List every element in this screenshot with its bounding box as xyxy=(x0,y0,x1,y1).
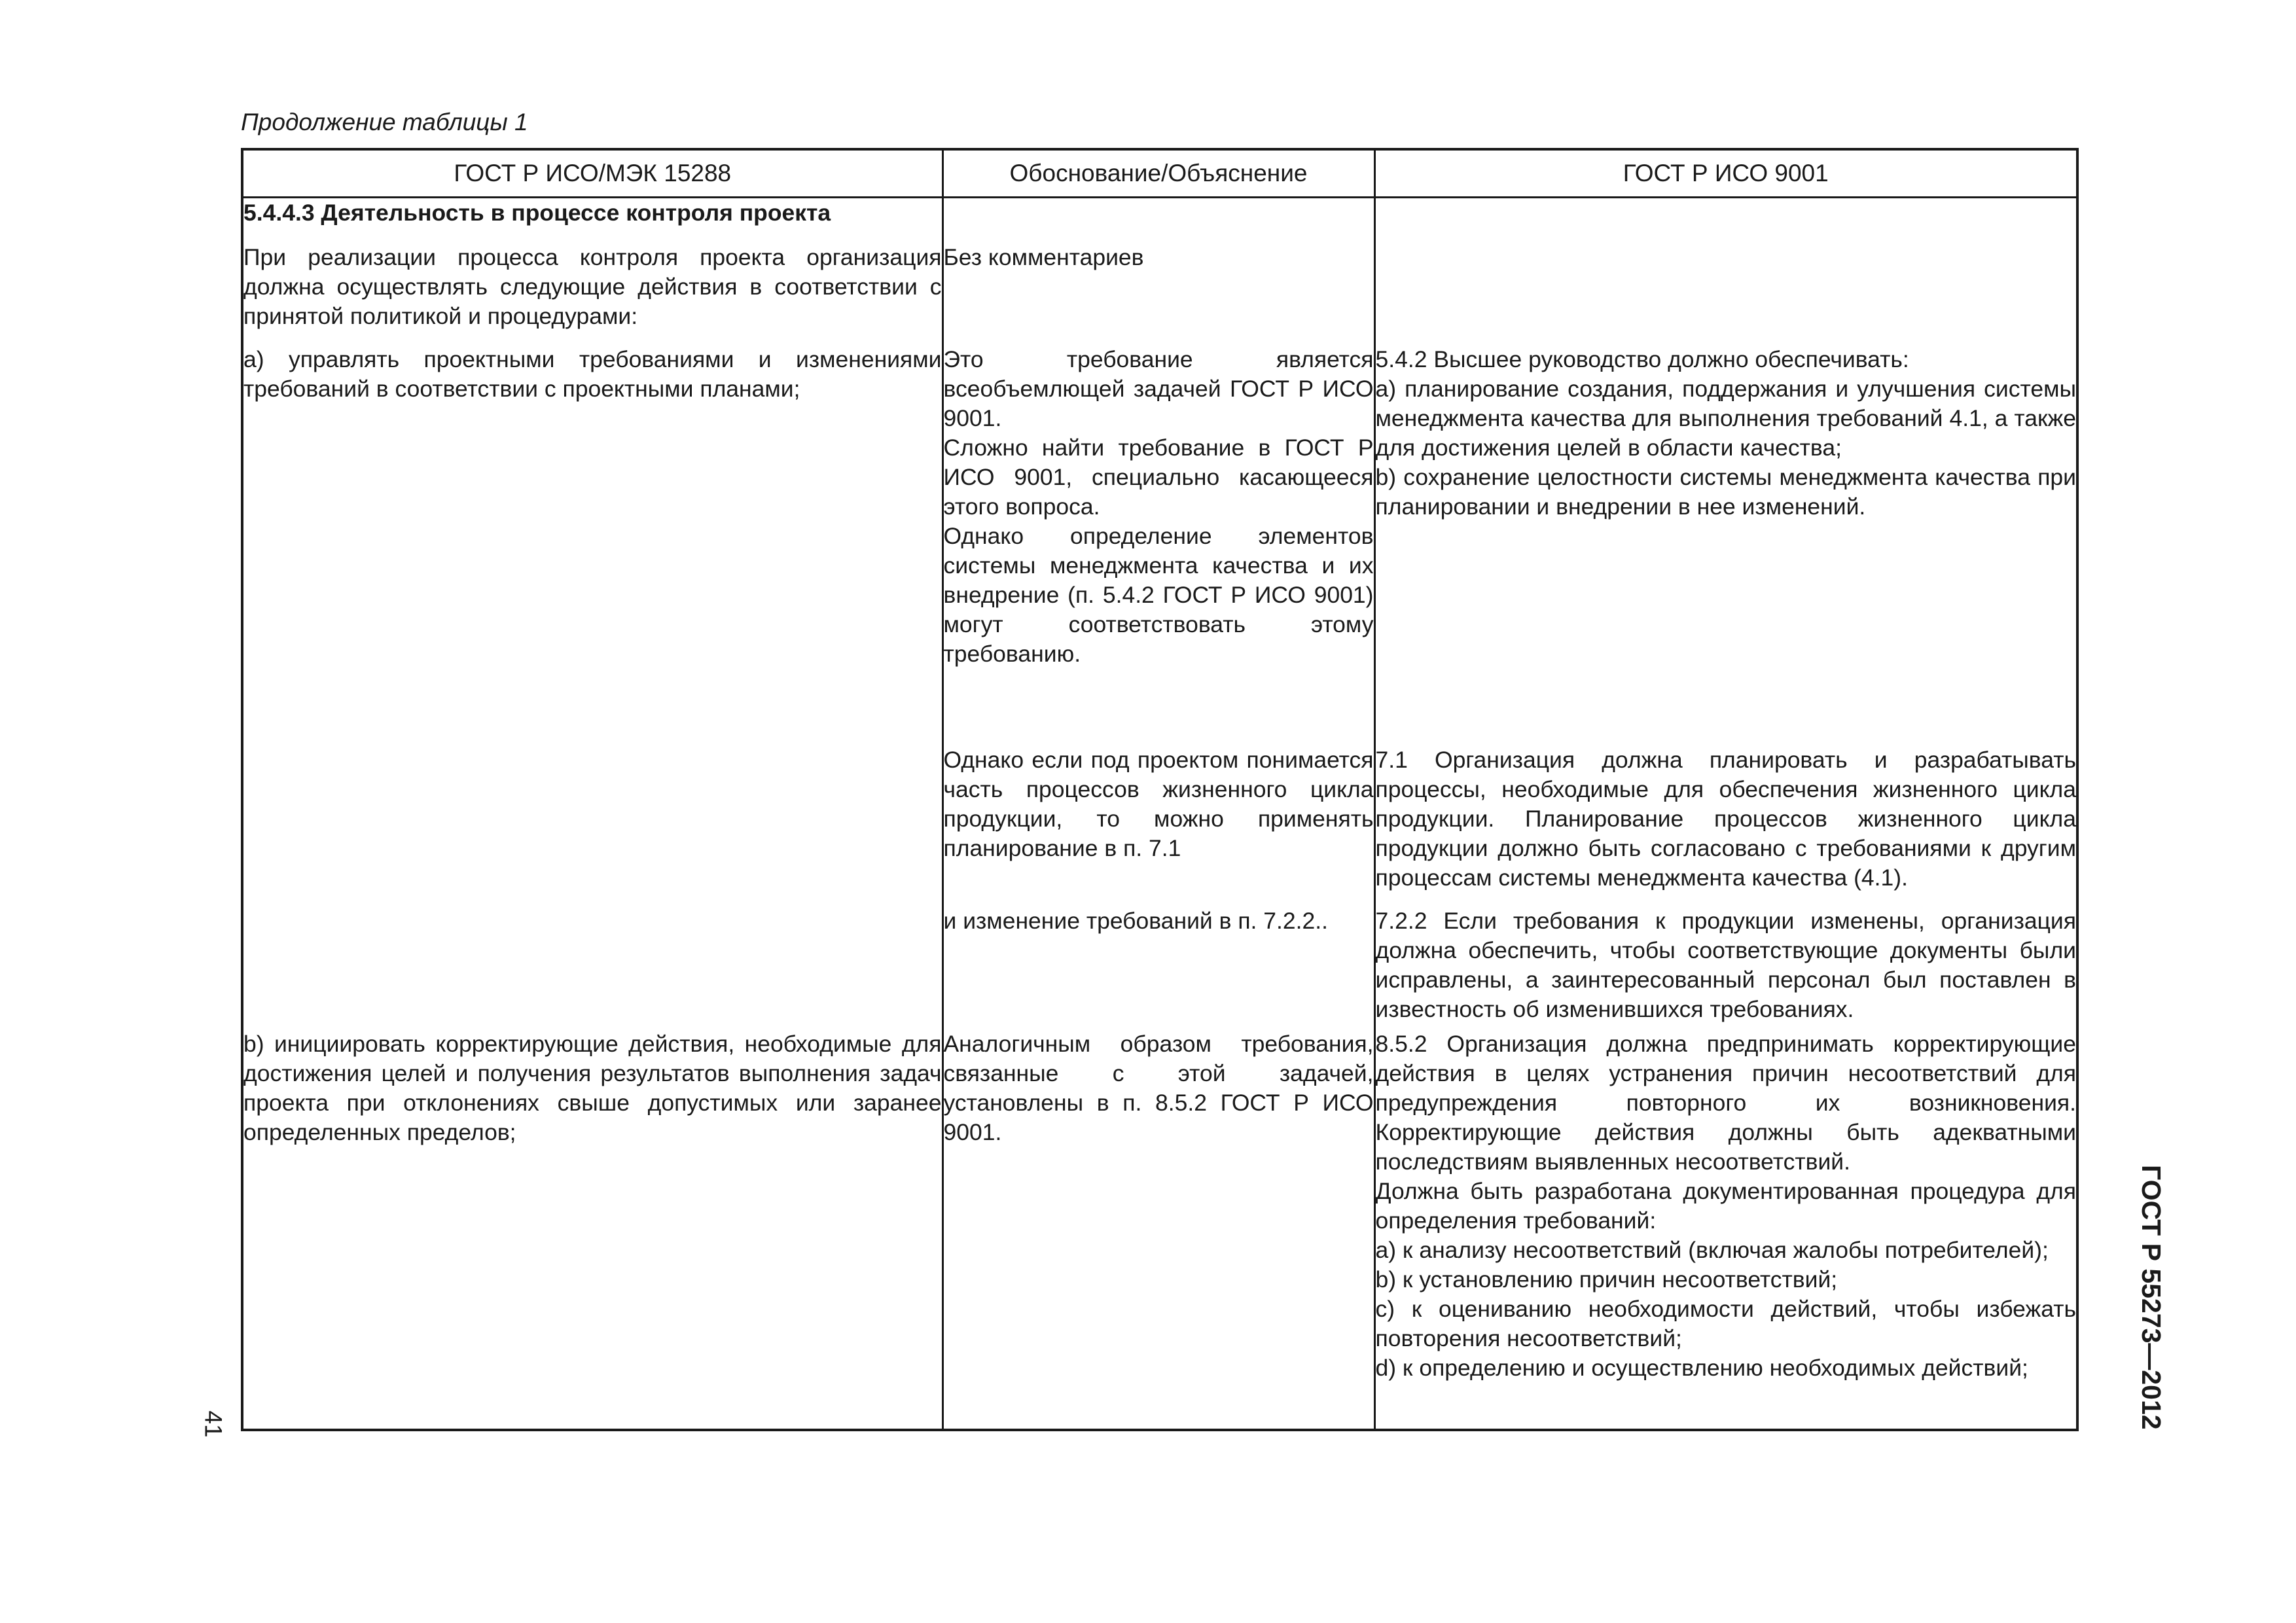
section-heading: 5.4.4.3 Деятельность в процессе контроля проекта xyxy=(243,200,831,226)
justification-a2: Сложно найти требование в ГОСТ Р ИСО 9001, специально касающееся этого вопроса. xyxy=(943,435,1374,520)
clause-5-4-2-item-a: a) планирование создания, поддержания и улучшения системы менеджмента качества для выполнения требований 4.1, а также для достижения целей в области качества; xyxy=(1375,376,2076,461)
no-comment-text: Без комментариев xyxy=(943,244,1144,270)
col-gost-15288-cell xyxy=(242,198,942,1431)
clause-5-4-2-title: 5.4.2 Высшее руководство должно обеспечивать: xyxy=(1375,346,1909,372)
clause-7-2-2: 7.2.2 Если требования к продукции изменены, организация должна обеспечить, чтобы соответствующие документы были исправлены, а заинтересованный персонал был поставлен в известность об изменившихся требованиях. xyxy=(1375,908,2076,1022)
justification-a1: Это требование является всеобъемлющей задачей ГОСТ Р ИСО 9001. xyxy=(943,346,1374,431)
clause-7-1: 7.1 Организация должна планировать и разрабатывать процессы, необходимые для обеспечения жизненного цикла продукции. Планирование процессов жизненного цикла продукции должно быть согласовано с требованиями к другим процессам системы менеджмента качества (4.1). xyxy=(1375,747,2076,891)
table-header-row xyxy=(242,149,2077,198)
clause-8-5-2-item-a: a) к анализу несоответствий (включая жалобы потребителей); xyxy=(1375,1237,2049,1263)
justification-a5: и изменение требований в п. 7.2.2.. xyxy=(943,908,1328,934)
header-justification: Обоснование/Объяснение xyxy=(942,149,1374,198)
header-gost-15288: ГОСТ Р ИСО/МЭК 15288 xyxy=(242,149,942,198)
item-a-text: a) управлять проектными требованиями и изменениями требований в соответствии с проектными планами; xyxy=(243,346,942,402)
justification-b1: Аналогичным образом требования, связанные с этой задачей, установлены в п. 8.5.2 ГОСТ Р ИСО 9001. xyxy=(943,1031,1374,1145)
clause-8-5-2-procedure: Должна быть разработана документированная процедура для определения требований: xyxy=(1375,1178,2076,1234)
clause-8-5-2-item-c: c) к оцениванию необходимости действий, чтобы избежать повторения несоответствий; xyxy=(1375,1296,2076,1351)
col-gost-9001-cell xyxy=(1374,198,2077,1431)
comparison-table xyxy=(241,148,2079,1431)
table-row xyxy=(242,198,2077,1431)
clause-5-4-2-item-b: b) сохранение целостности системы менеджмента качества при планировании и внедрении в нее изменений. xyxy=(1375,464,2076,520)
clause-8-5-2-item-b: b) к установлению причин несоответствий; xyxy=(1375,1266,1838,1293)
clause-8-5-2: 8.5.2 Организация должна предпринимать корректирующие действия в целях устранения причин несоответствий для предупреждения повторного их возникновения. Корректирующие действия должны быть адекватными последствиям выявленных несоответствий. xyxy=(1375,1031,2076,1175)
header-gost-9001: ГОСТ Р ИСО 9001 xyxy=(1374,149,2077,198)
justification-a3: Однако определение элементов системы менеджмента качества и их внедрение (п. 5.4.2 ГОСТ Р ИСО 9001) могут соответствовать этому требованию. xyxy=(943,523,1374,667)
table-caption: Продолжение таблицы 1 xyxy=(241,109,528,135)
standard-side-title: ГОСТ Р 55273—2012 xyxy=(2136,1165,2166,1430)
item-b-text: b) инициировать корректирующие действия, необходимые для достижения целей и получения результатов выполнения задач проекта при отклонениях свыше допустимых или заранее определенных пределов; xyxy=(243,1031,942,1145)
col-justification-cell xyxy=(942,198,1374,1431)
section-intro: При реализации процесса контроля проекта организация должна осуществлять следующие действия в соответствии с принятой политикой и процедурами: xyxy=(243,244,942,329)
page-number: 41 xyxy=(200,1410,227,1438)
clause-8-5-2-item-d: d) к определению и осуществлению необходимых действий; xyxy=(1375,1355,2028,1381)
justification-a4: Однако если под проектом понимается часть процессов жизненного цикла продукции, то можно применять планирование в п. 7.1 xyxy=(943,747,1374,861)
